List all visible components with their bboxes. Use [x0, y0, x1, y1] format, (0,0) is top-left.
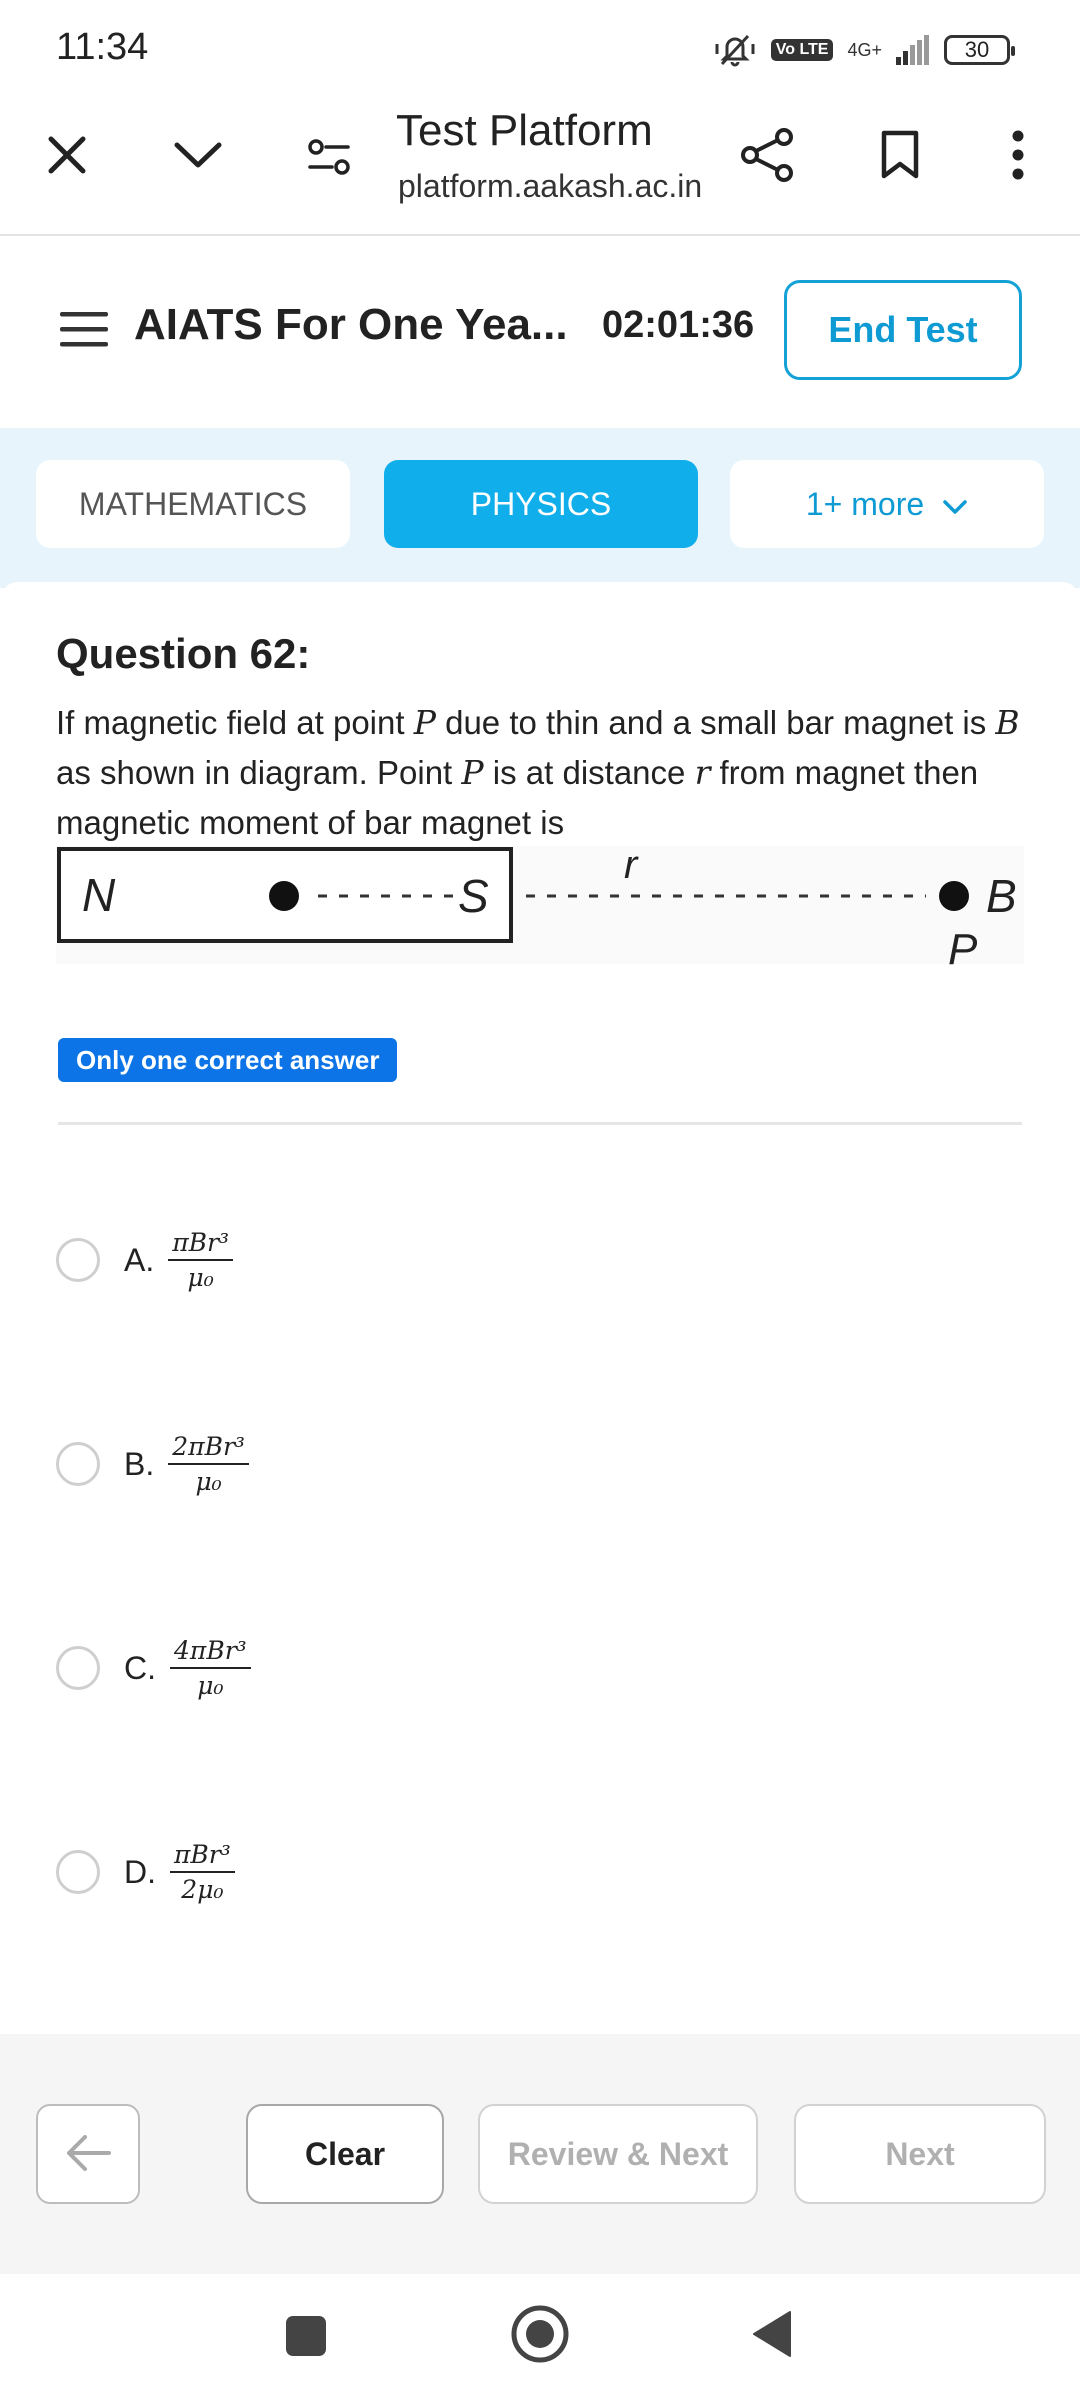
magnet-center-dot — [269, 881, 299, 911]
review-next-button[interactable]: Review & Next — [478, 2104, 758, 2204]
subject-tabs — [0, 428, 1080, 588]
option-d[interactable] — [56, 1822, 235, 1922]
share-icon[interactable] — [736, 124, 798, 186]
question-text-part: is at distance — [483, 754, 695, 791]
answer-type-badge: Only one correct answer — [58, 1038, 397, 1082]
recents-square-icon[interactable] — [286, 2316, 326, 2361]
tab-physics[interactable] — [384, 460, 698, 548]
status-time: 11:34 — [56, 26, 149, 68]
chevron-down-icon — [942, 486, 968, 523]
exam-header — [0, 238, 1080, 428]
variable-b: B — [995, 703, 1020, 742]
tab-more[interactable] — [730, 460, 1044, 548]
end-test-button[interactable]: End Test — [784, 280, 1022, 380]
chevron-down-icon[interactable] — [168, 128, 228, 182]
variable-p: P — [413, 703, 436, 742]
question-text-part: due to thin and a small bar magnet is — [435, 704, 996, 741]
exam-timer: 02:01:36 — [602, 304, 755, 346]
close-icon[interactable] — [40, 128, 94, 182]
tab-mathematics[interactable] — [36, 460, 350, 548]
question-text — [56, 698, 1036, 848]
variable-r: r — [694, 753, 711, 792]
option-letter: B. — [124, 1445, 155, 1482]
signal-icon — [896, 35, 930, 65]
option-formula — [168, 1228, 233, 1292]
bar-magnet-diagram — [56, 846, 1026, 981]
option-letter: A. — [124, 1241, 155, 1278]
label-p: P — [948, 925, 978, 974]
point-p-dot — [939, 881, 969, 911]
volte-icon: Vo LTE — [771, 39, 834, 61]
radio-button[interactable] — [56, 1646, 100, 1690]
clear-button[interactable]: Clear — [246, 2104, 444, 2204]
option-letter: C. — [124, 1649, 156, 1686]
radio-button[interactable] — [56, 1238, 100, 1282]
question-text-part: If magnetic field at point — [56, 704, 414, 741]
denominator: μ₀ — [187, 1263, 214, 1292]
denominator: 2μ₀ — [181, 1875, 224, 1904]
home-circle-icon[interactable] — [510, 2304, 570, 2369]
question-card — [0, 582, 1080, 2034]
question-text-part: from magnet then magnetic moment of bar magnet is — [56, 754, 979, 841]
previous-button[interactable] — [36, 2104, 140, 2204]
numerator: πBr³ — [170, 1840, 235, 1873]
option-c[interactable] — [56, 1618, 251, 1718]
question-text-part: as shown in diagram. Point — [56, 754, 462, 791]
denominator: μ₀ — [195, 1467, 222, 1496]
status-icons — [713, 30, 1010, 70]
mute-vibrate-icon — [713, 30, 757, 70]
divider — [58, 1122, 1022, 1125]
hamburger-menu-icon[interactable] — [60, 312, 110, 353]
tab-label: MATHEMATICS — [78, 485, 308, 522]
browser-toolbar — [0, 100, 1080, 236]
browser-page-title: Test Platform — [396, 106, 653, 155]
tab-label: 1+ more — [805, 485, 925, 522]
option-formula — [170, 1636, 251, 1700]
label-r: r — [624, 846, 638, 887]
browser-url[interactable]: platform.aakash.ac.in — [398, 168, 703, 204]
label-n: N — [82, 869, 116, 921]
radio-button[interactable] — [56, 1442, 100, 1486]
label-s: S — [458, 870, 489, 922]
system-nav-bar — [0, 2274, 1080, 2400]
settings-sliders-icon[interactable] — [302, 130, 356, 184]
bookmark-icon[interactable] — [872, 126, 928, 184]
exam-title: AIATS For One Yea... — [134, 300, 568, 349]
network-type: 4G+ — [847, 40, 882, 60]
numerator: 4πBr³ — [170, 1636, 251, 1669]
battery-icon: 30 — [944, 35, 1010, 65]
option-b[interactable] — [56, 1414, 249, 1514]
numerator: πBr³ — [168, 1228, 233, 1261]
variable-p: P — [461, 753, 484, 792]
option-formula — [170, 1840, 235, 1904]
next-button[interactable]: Next — [794, 2104, 1046, 2204]
option-a[interactable] — [56, 1210, 233, 1310]
tab-label: PHYSICS — [470, 485, 612, 522]
option-letter: D. — [124, 1853, 156, 1890]
label-b: B — [986, 870, 1017, 922]
option-formula — [168, 1432, 249, 1496]
back-triangle-icon[interactable] — [752, 2310, 792, 2363]
denominator: μ₀ — [197, 1671, 224, 1700]
status-bar — [0, 0, 1080, 100]
numerator: 2πBr³ — [168, 1432, 249, 1465]
question-number: Question 62: — [56, 630, 311, 677]
arrow-left-icon — [63, 2133, 113, 2176]
question-navigation — [0, 2034, 1080, 2274]
radio-button[interactable] — [56, 1850, 100, 1894]
more-vert-icon[interactable] — [998, 124, 1038, 186]
